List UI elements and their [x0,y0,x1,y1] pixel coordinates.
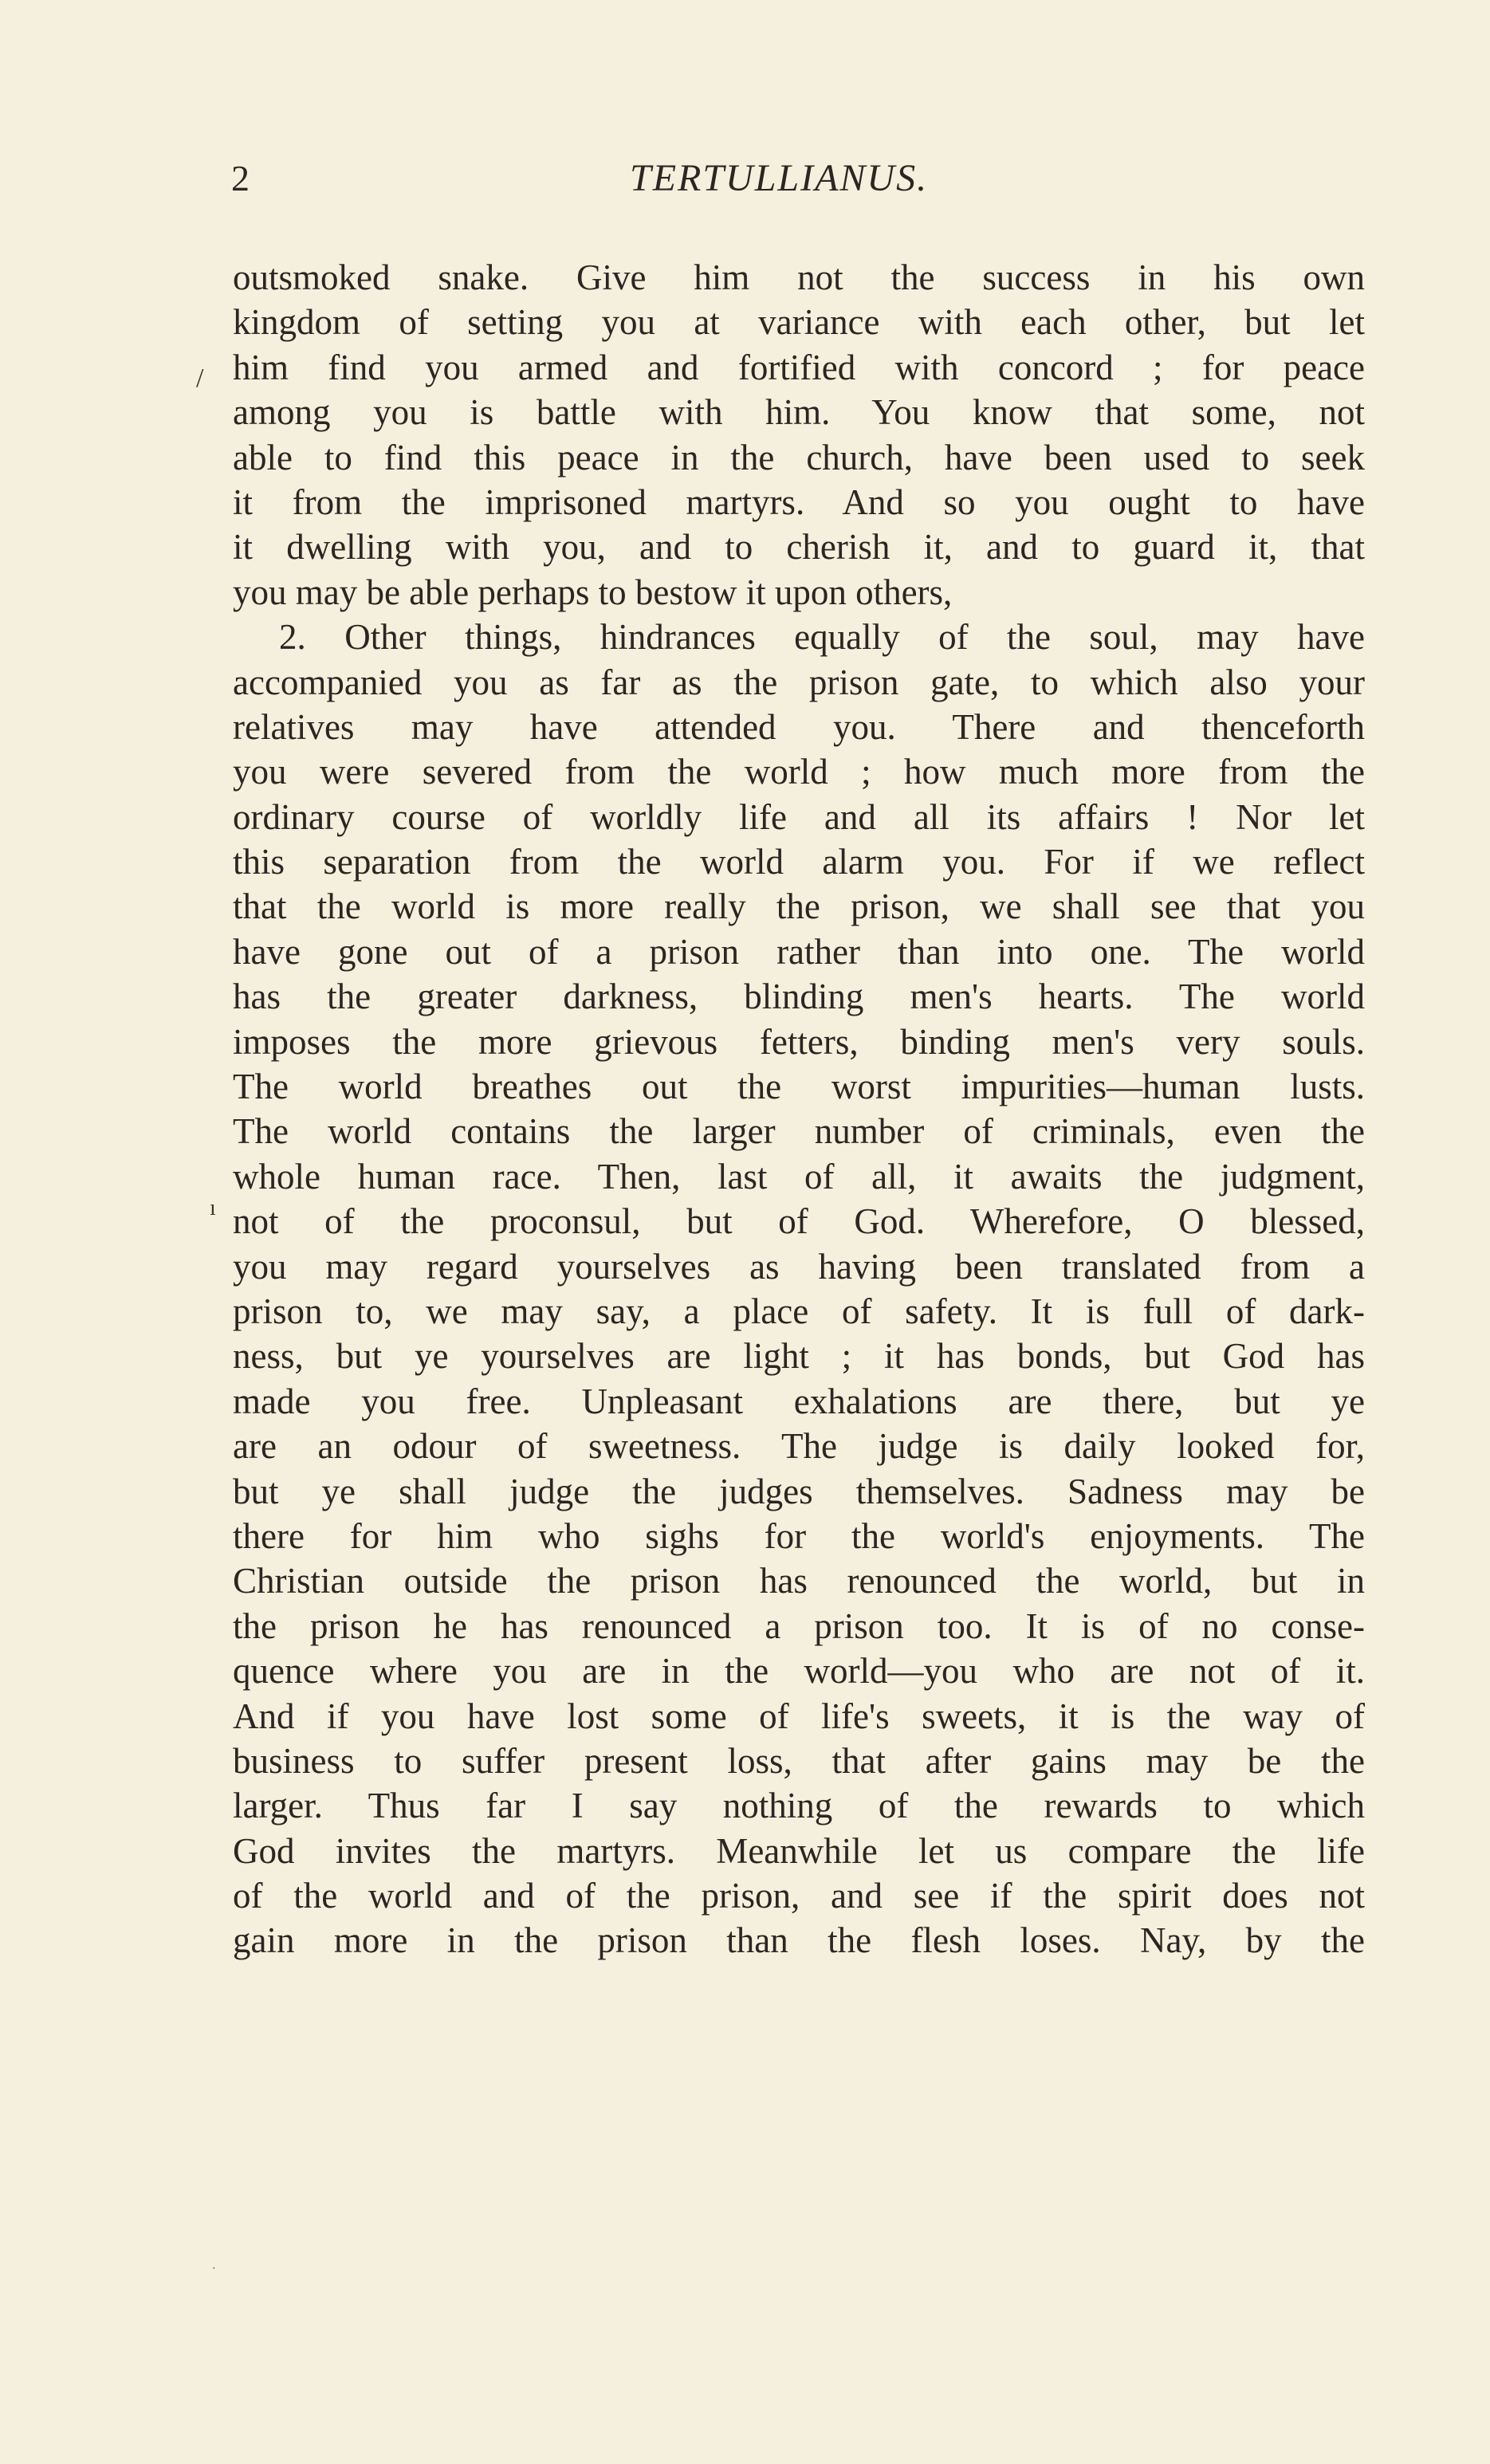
text-line: And if you have lost some of life's sweets, it is the way of [233,1696,1365,1736]
text-line: imposes the more grievous fetters, binding men's very souls. [233,1021,1365,1062]
text-line: has the greater darkness, blinding men's hearts. The world [233,977,1365,1017]
text-line: ness, but ye yourselves are light ; it has bonds, but God has [233,1336,1365,1377]
text-line: this separation from the world alarm you. For if we reflect [233,842,1365,882]
text-line: The world contains the larger number of criminals, even the [233,1111,1365,1152]
text-line: it from the imprisoned martyrs. And so you ought to have [233,481,1365,522]
text-line: made you free. Unpleasant exhalations are there, but ye [233,1381,1365,1421]
text-line: but ye shall judge the judges themselves. Sadness may be [233,1471,1365,1511]
body-text [233,255,1365,1963]
text-line: outsmoked snake. Give him not the success in his own [233,257,1365,297]
text-line: not of the proconsul, but of God. Wherefore, O blessed, [233,1201,1365,1242]
text-line: it dwelling with you, and to cherish it, and to guard it, that [233,527,1365,568]
text-line: larger. Thus far I say nothing of the rewards to which [233,1786,1365,1826]
text-line: of the world and of the prison, and see if the spirit does not [233,1876,1365,1916]
text-line: ordinary course of worldly life and all its affairs ! Nor let [233,796,1365,837]
text-line: whole human race. Then, last of all, it awaits the judgment, [233,1156,1365,1197]
page-header [231,156,1355,204]
text-line: kingdom of setting you at variance with each other, but let [233,302,1365,343]
text-line: God invites the martyrs. Meanwhile let us compare the life [233,1830,1365,1871]
text-line: quence where you are in the world—you who are not of it. [233,1651,1365,1692]
text-line: relatives may have attended you. There and thenceforth [233,706,1365,747]
text-line: you may be able perhaps to bestow it upon others, [233,572,953,612]
text-line: able to find this peace in the church, have been used to seek [233,437,1365,477]
text-line: accompanied you as far as the prison gate, to which also your [233,662,1365,702]
margin-check-mark: / [196,364,204,393]
text-line: business to suffer present loss, that after gains may be the [233,1740,1365,1781]
paragraph-start-line: 2. Other things, hindrances equally of the soul, may have [279,617,1365,658]
text-line: there for him who sighs for the world's enjoyments. The [233,1515,1365,1556]
text-line: Christian outside the prison has renounced the world, but in [233,1561,1365,1601]
text-line: are an odour of sweetness. The judge is daily looked for, [233,1426,1365,1467]
text-line: you were severed from the world ; how much more from the [233,752,1365,792]
margin-tick-mark: ı [210,1196,216,1220]
text-line: prison to, we may say, a place of safety. It is full of dark- [233,1291,1365,1331]
text-line: you may regard yourselves as having been translated from a [233,1246,1365,1287]
text-line: gain more in the prison than the flesh loses. Nay, by the [233,1920,1365,1961]
running-title: TERTULLIANUS. [630,157,929,199]
text-line: among you is battle with him. You know that some, not [233,392,1365,433]
page-number: 2 [231,158,250,198]
text-line: the prison he has renounced a prison too. It is of no conse- [233,1605,1365,1646]
text-line: that the world is more really the prison, we shall see that you [233,886,1365,927]
margin-dot-mark: · [212,2263,216,2275]
text-line: The world breathes out the worst impurities—human lusts. [233,1067,1365,1107]
text-line: have gone out of a prison rather than into one. The world [233,931,1365,972]
text-line: him find you armed and fortified with concord ; for peace [233,347,1365,387]
